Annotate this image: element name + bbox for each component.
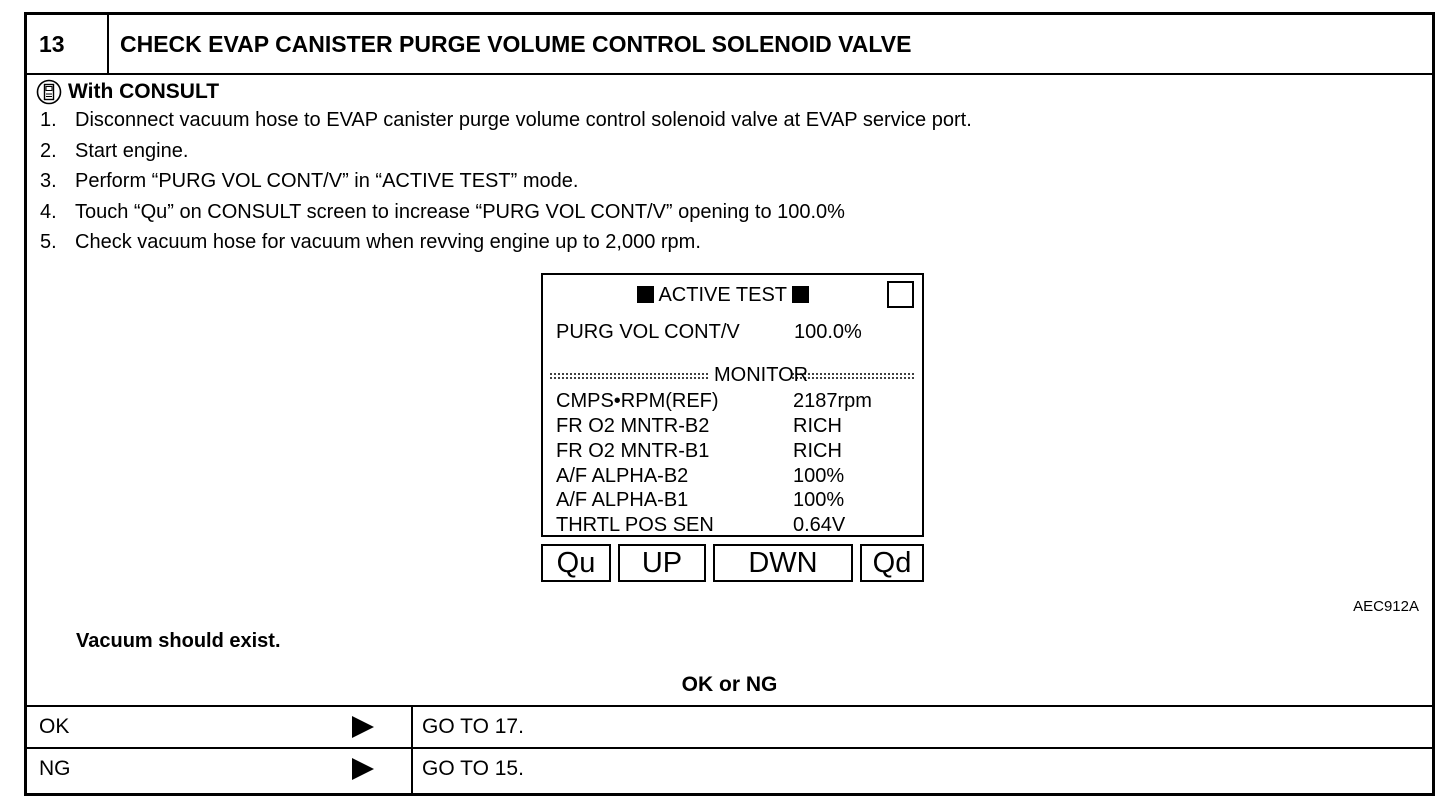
step-index: 3. bbox=[40, 170, 57, 192]
step-index: 4. bbox=[40, 200, 57, 223]
monitor-row-name: FR O2 MNTR-B1 bbox=[556, 440, 710, 462]
with-consult-heading bbox=[36, 79, 219, 105]
consult-icon bbox=[36, 79, 62, 105]
screen-checkbox[interactable] bbox=[887, 281, 914, 308]
procedure-step bbox=[40, 105, 972, 136]
monitor-label: MONITOR bbox=[714, 364, 809, 386]
title-square-right-icon bbox=[792, 286, 809, 303]
result-label: NG bbox=[39, 757, 71, 780]
step-text: Touch “Qu” on CONSULT screen to increase “PURG VOL CONT/V” opening to 100.0% bbox=[75, 200, 845, 223]
step-index: 2. bbox=[40, 139, 57, 162]
up-button[interactable]: UP bbox=[618, 544, 706, 582]
monitor-divider-right bbox=[792, 372, 914, 380]
title-square-left-icon bbox=[637, 286, 654, 303]
step-text: Disconnect vacuum hose to EVAP canister purge volume control solenoid valve at EVAP service port. bbox=[75, 109, 972, 131]
dwn-button[interactable]: DWN bbox=[713, 544, 853, 582]
step-header bbox=[27, 15, 1432, 75]
procedure-step bbox=[40, 227, 972, 258]
step-text: Start engine. bbox=[75, 139, 189, 162]
monitor-row-value: RICH bbox=[793, 440, 842, 462]
qd-button[interactable]: Qd bbox=[860, 544, 924, 582]
result-action: GO TO 17. bbox=[411, 707, 1432, 747]
active-test-title: ACTIVE TEST bbox=[658, 284, 787, 306]
result-action: GO TO 15. bbox=[411, 749, 1432, 793]
monitor-row-name: CMPS•RPM(REF) bbox=[556, 390, 719, 412]
monitor-row-name: FR O2 MNTR-B2 bbox=[556, 415, 710, 437]
procedure-step bbox=[40, 136, 972, 167]
active-test-title-row bbox=[637, 284, 809, 307]
ok-or-ng-label: OK or NG bbox=[681, 673, 778, 696]
monitor-row-name: A/F ALPHA-B1 bbox=[556, 489, 689, 511]
step-index: 1. bbox=[40, 109, 57, 131]
result-row-ok bbox=[27, 705, 1432, 747]
step-text: Perform “PURG VOL CONT/V” in “ACTIVE TEST” mode. bbox=[75, 170, 579, 192]
test-item-value: 100.0% bbox=[794, 321, 862, 343]
procedure-step bbox=[40, 166, 972, 197]
figure-code: AEC912A bbox=[1353, 598, 1419, 615]
test-item-label: PURG VOL CONT/V bbox=[556, 321, 740, 343]
monitor-row-name: A/F ALPHA-B2 bbox=[556, 465, 689, 487]
with-consult-label: With CONSULT bbox=[68, 80, 220, 103]
monitor-row-name: THRTL POS SEN bbox=[556, 514, 714, 536]
result-row-ng bbox=[27, 747, 1432, 793]
expected-result: Vacuum should exist. bbox=[76, 630, 281, 652]
procedure-steps bbox=[40, 105, 972, 258]
qu-button[interactable]: Qu bbox=[541, 544, 611, 582]
monitor-row-value: 2187rpm bbox=[793, 390, 872, 412]
step-text: Check vacuum hose for vacuum when revving engine up to 2,000 rpm. bbox=[75, 231, 701, 253]
procedure-frame bbox=[24, 12, 1435, 796]
arrow-right-icon bbox=[352, 716, 374, 738]
monitor-row-value: 100% bbox=[793, 489, 845, 511]
procedure-step bbox=[40, 197, 972, 228]
monitor-divider-left bbox=[550, 372, 710, 380]
step-index: 5. bbox=[40, 231, 57, 253]
arrow-right-icon bbox=[352, 758, 374, 780]
monitor-row-value: RICH bbox=[793, 415, 842, 437]
result-label: OK bbox=[39, 715, 70, 738]
step-number: 13 bbox=[27, 15, 109, 73]
step-title: CHECK EVAP CANISTER PURGE VOLUME CONTROL SOLENOID VALVE bbox=[120, 31, 912, 57]
monitor-row-value: 100% bbox=[793, 465, 845, 487]
monitor-row-value: 0.64V bbox=[793, 514, 846, 536]
consult-screen bbox=[541, 273, 924, 537]
